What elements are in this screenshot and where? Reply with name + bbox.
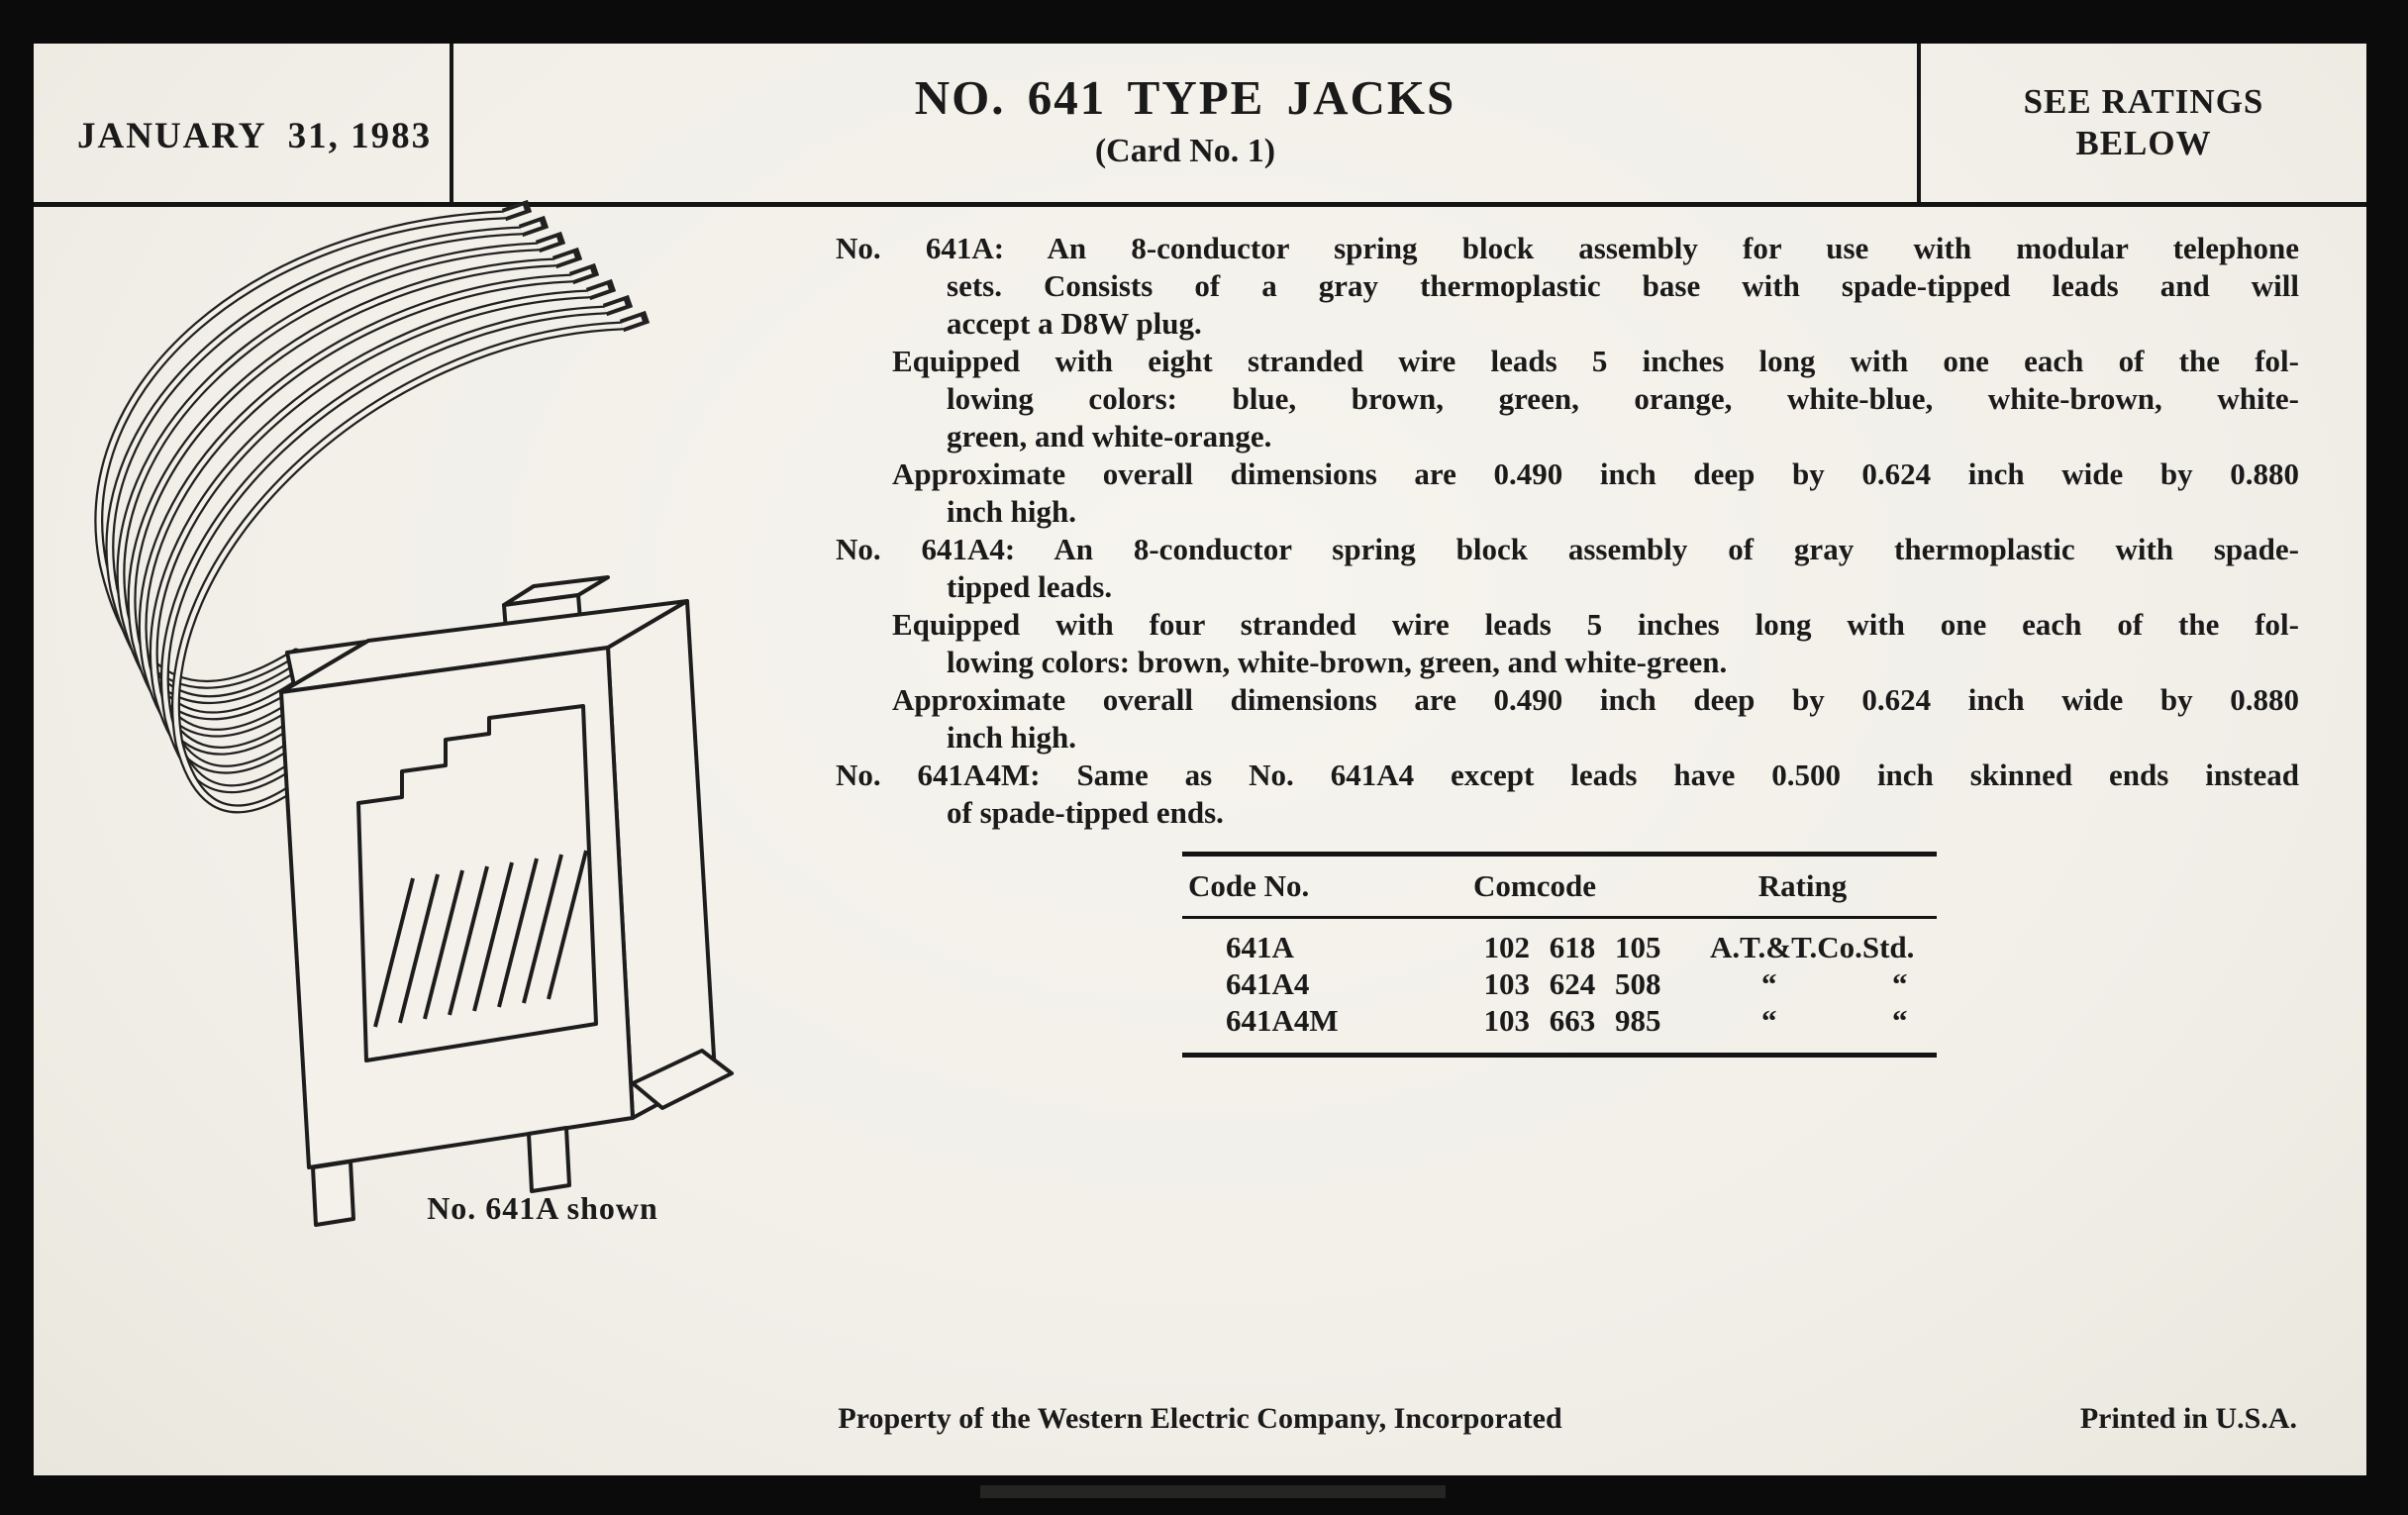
doc-line: No. 641A4M: Same as No. 641A4 except leads have 0.500 inch skinned ends instead	[836, 758, 2299, 792]
ratings-note	[1921, 81, 2366, 164]
doc-line: No. 641A: An 8-conductor spring block assembly for use with modular telephone	[836, 231, 2299, 265]
doc-line: inch high.	[947, 494, 1076, 529]
scan-artifact	[980, 1485, 1446, 1498]
doc-line: Approximate overall dimensions are 0.490 inch deep by 0.624 inch wide by 0.880	[892, 682, 2299, 717]
doc-line: Approximate overall dimensions are 0.490 inch deep by 0.624 inch wide by 0.880	[892, 456, 2299, 491]
doc-line: tipped leads.	[947, 569, 1113, 604]
cell-code: 641A4	[1226, 966, 1310, 1001]
cell-comcode: 102 618 105	[1483, 930, 1661, 964]
doc-line: No. 641A4: An 8-conductor spring block assembly of gray thermoplastic with spade-	[836, 532, 2299, 566]
ditto-mark: “	[1892, 966, 1908, 1001]
header-date: JANUARY 31, 1983	[77, 116, 433, 156]
col-header-comcode: Comcode	[1473, 868, 1596, 903]
doc-line: sets. Consists of a gray thermoplastic base with spade-tipped leads and will	[947, 268, 2299, 303]
doc-line: Equipped with eight stranded wire leads 5 inches long with one each of the fol-	[892, 344, 2299, 378]
ditto-mark: “	[1761, 1003, 1777, 1038]
footer-printed-in: Printed in U.S.A.	[2079, 1402, 2297, 1435]
table-row	[1182, 1002, 1937, 1039]
col-header-code: Code No.	[1188, 868, 1310, 903]
ratings-note-line1: SEE RATINGS	[2023, 82, 2264, 121]
page-title: NO. 641 TYPE JACKS	[914, 70, 1456, 125]
jack-body	[281, 577, 732, 1225]
cell-code: 641A4M	[1226, 1003, 1339, 1038]
doc-line: lowing colors: blue, brown, green, orange, white-blue, white-brown, white-	[947, 381, 2299, 416]
cell-rating	[1706, 965, 1937, 1002]
cell-code: 641A	[1226, 930, 1294, 964]
doc-line: of spade-tipped ends.	[947, 795, 1224, 830]
table-header-row	[1182, 857, 1937, 916]
table-row	[1182, 929, 1937, 965]
cell-comcode: 103 624 508	[1483, 966, 1661, 1001]
page-subtitle: (Card No. 1)	[1094, 133, 1276, 169]
doc-line: inch high.	[947, 720, 1076, 755]
doc-line: green, and white-orange.	[947, 419, 1272, 454]
card-paper	[34, 44, 2366, 1475]
footer-property-notice: Property of the Western Electric Company, Incorporated	[838, 1402, 1562, 1435]
cell-rating	[1706, 1002, 1937, 1039]
ditto-mark: “	[1892, 1003, 1908, 1038]
table-body	[1182, 919, 1937, 1053]
doc-line: lowing colors: brown, white-brown, green, and white-green.	[947, 645, 1728, 679]
cell-comcode: 103 663 985	[1483, 1003, 1661, 1038]
illustration-caption: No. 641A shown	[427, 1190, 658, 1226]
ditto-mark: “	[1761, 966, 1777, 1001]
doc-line: Equipped with four stranded wire leads 5 inches long with one each of the fol-	[892, 607, 2299, 642]
cell-rating	[1706, 929, 1937, 965]
table-row	[1182, 965, 1937, 1002]
ratings-table	[1182, 852, 1937, 1058]
ratings-note-line2: BELOW	[2075, 124, 2212, 162]
col-header-rating: Rating	[1757, 868, 1848, 903]
jack-illustration	[53, 138, 766, 1276]
rating-text: A.T.&T.Co.Std.	[1710, 930, 1915, 964]
table-rule-bottom	[1182, 1053, 1937, 1058]
doc-line: accept a D8W plug.	[947, 306, 1202, 341]
description-text	[836, 230, 2299, 832]
